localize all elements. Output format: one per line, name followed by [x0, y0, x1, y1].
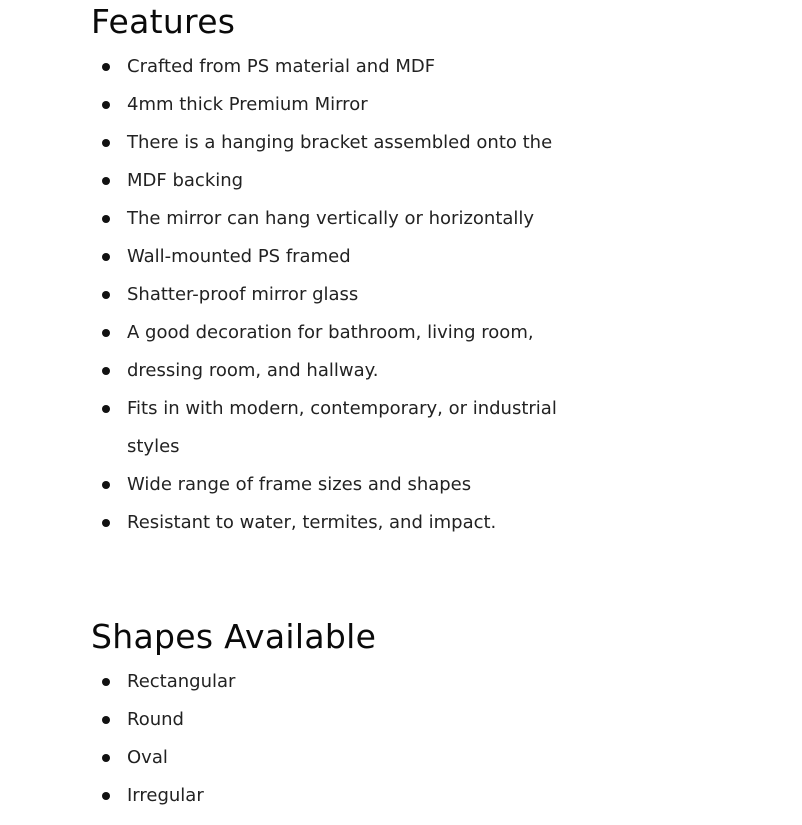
shapes-list-item: Rectangular — [91, 663, 611, 701]
features-list-item: Shatter-proof mirror glass — [91, 276, 611, 314]
features-list-item: A good decoration for bathroom, living room, — [91, 314, 611, 352]
shapes-list-item: Irregular — [91, 777, 611, 815]
shapes-list — [91, 663, 611, 815]
shapes-heading: Shapes Available — [91, 617, 377, 656]
shapes-list-item: Oval — [91, 739, 611, 777]
features-list-item: MDF backing — [91, 162, 611, 200]
shapes-list-item: Round — [91, 701, 611, 739]
features-list-item: Crafted from PS material and MDF — [91, 48, 611, 86]
product-description — [91, 0, 611, 815]
features-list-item: The mirror can hang vertically or horizontally — [91, 200, 611, 238]
features-list — [91, 48, 611, 542]
features-list-item: Fits in with modern, contemporary, or industrial styles — [91, 390, 587, 466]
features-list-item: Wide range of frame sizes and shapes — [91, 466, 611, 504]
features-list-item: 4mm thick Premium Mirror — [91, 86, 611, 124]
features-list-item: dressing room, and hallway. — [91, 352, 611, 390]
features-heading: Features — [91, 2, 236, 41]
features-list-item: Resistant to water, termites, and impact. — [91, 504, 611, 542]
features-list-item: There is a hanging bracket assembled onto the — [91, 124, 611, 162]
features-list-item: Wall-mounted PS framed — [91, 238, 611, 276]
